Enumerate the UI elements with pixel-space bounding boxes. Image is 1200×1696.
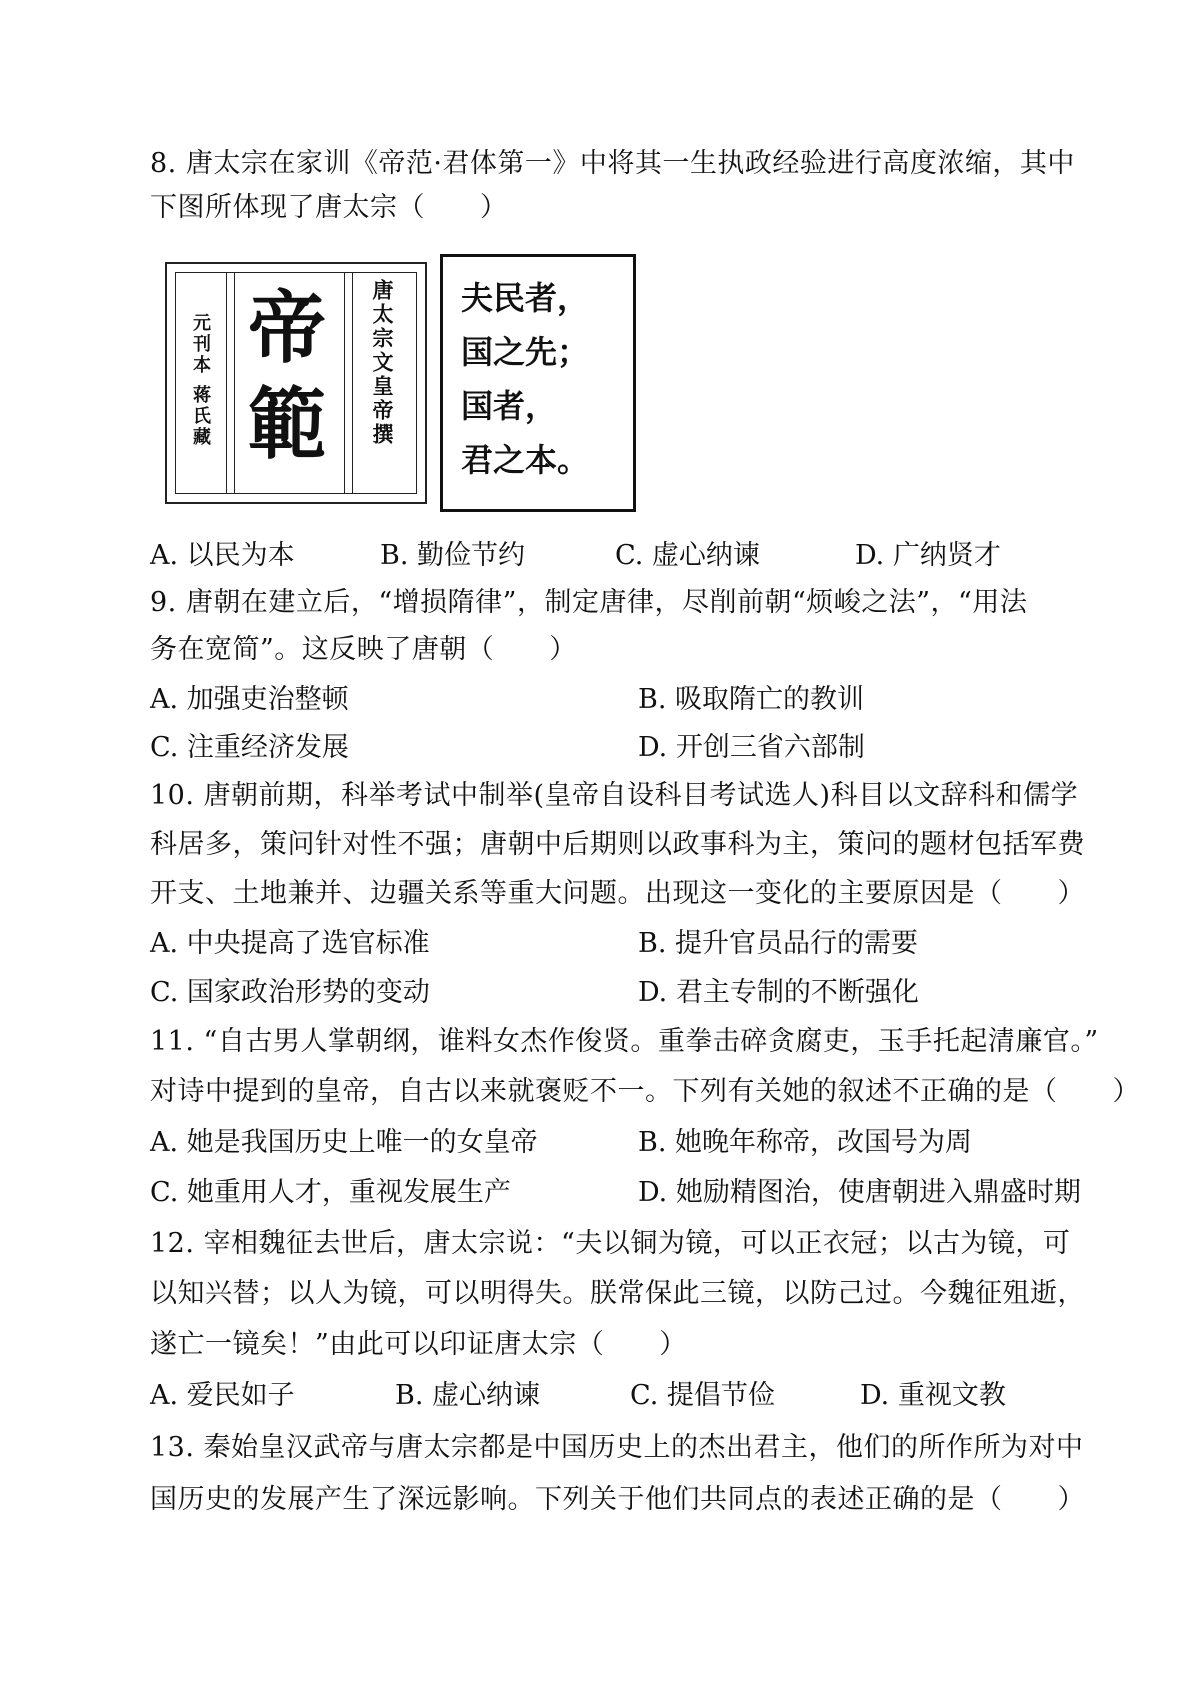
q11-option-a: A. 她是我国历史上唯一的女皇帝 [150,1127,538,1158]
q11-option-b: B. 她晚年称帝，改国号为周 [638,1127,973,1158]
cover-title-top: 帝 [248,283,327,374]
q10-option-a: A. 中央提高了选官标准 [150,928,430,959]
quote-box-image [440,254,636,512]
q11-option-c: C. 她重用人才，重视发展生产 [150,1177,511,1208]
q12-stem-line2: 以知兴替；以人为镜，可以明得失。朕常保此三镜，以防己过。今魏征殂逝， [150,1278,1085,1309]
q12-option-a: A. 爱民如子 [150,1380,295,1411]
quote-line-1: 夫民者， [461,279,590,317]
cover-right-column: 唐太宗文皇帝撰 [370,279,395,447]
q9-option-c: C. 注重经济发展 [150,732,349,763]
q9-stem-line2: 务在宽简”。这反映了唐朝（ ） [150,634,577,665]
q10-option-d: D. 君主专制的不断强化 [638,977,919,1008]
q12-stem-line3: 遂亡一镜矣！”由此可以印证唐太宗（ ） [150,1329,687,1360]
q10-option-c: C. 国家政治形势的变动 [150,977,430,1008]
quote-line-4: 君之本。 [461,441,590,479]
q12-stem-line1: 12. 宰相魏征去世后，唐太宗说：“夫以铜为镜，可以正衣冠；以古为镜，可 [150,1228,1071,1259]
q13-stem-line1: 13. 秦始皇汉武帝与唐太宗都是中国历史上的杰出君主，他们的所作所为对中 [150,1432,1084,1463]
q8-option-b: B. 勤俭节约 [380,540,526,571]
q8-option-a: A. 以民为本 [150,540,295,571]
q8-stem-line2: 下图所体现了唐太宗（ ） [150,192,508,223]
q9-stem-line1: 9. 唐朝在建立后，“增损隋律”，制定唐律，尽削前朝“烦峻之法”，“用法 [150,587,1028,618]
q11-stem-line2: 对诗中提到的皇帝，自古以来就褒贬不一。下列有关她的叙述不正确的是（ ） [150,1076,1140,1107]
q11-stem-line1: 11. “自古男人掌朝纲，谁料女杰作俊贤。重拳击碎贪腐吏，玉手托起清廉官。” [150,1026,1099,1057]
q10-stem-line3: 开支、土地兼并、边疆关系等重大问题。出现这一变化的主要原因是（ ） [150,878,1085,909]
quote-line-2: 国之先； [461,333,590,371]
q10-stem-line1: 10. 唐朝前期，科举考试中制举(皇帝自设科目考试选人)科目以文辞科和儒学 [150,780,1079,811]
q8-option-d: D. 广纳贤才 [855,540,1001,571]
difan-book-cover-image [165,262,427,504]
cover-left-column: 元刊本 蒋氏藏 [190,313,211,449]
cover-title-bottom: 範 [248,379,327,470]
q12-option-b: B. 虚心纳谏 [395,1380,541,1411]
q13-stem-line2: 国历史的发展产生了深远影响。下列关于他们共同点的表述正确的是（ ） [150,1484,1085,1515]
q12-option-d: D. 重视文教 [860,1380,1006,1411]
q10-stem-line2: 科居多，策问针对性不强；唐朝中后期则以政事科为主，策问的题材包括军费 [150,829,1085,860]
q8-stem-line1: 8. 唐太宗在家训《帝范·君体第一》中将其一生执政经验进行高度浓缩，其中 [150,148,1075,179]
q9-option-d: D. 开创三省六部制 [638,732,865,763]
q9-option-a: A. 加强吏治整顿 [150,684,349,715]
q9-option-b: B. 吸取隋亡的教训 [638,684,865,715]
q8-option-c: C. 虚心纳谏 [615,540,760,571]
quote-line-3: 国者， [461,387,558,425]
q10-option-b: B. 提升官员品行的需要 [638,928,919,959]
q12-option-c: C. 提倡节俭 [630,1380,775,1411]
q11-option-d: D. 她励精图治，使唐朝进入鼎盛时期 [638,1177,1081,1208]
